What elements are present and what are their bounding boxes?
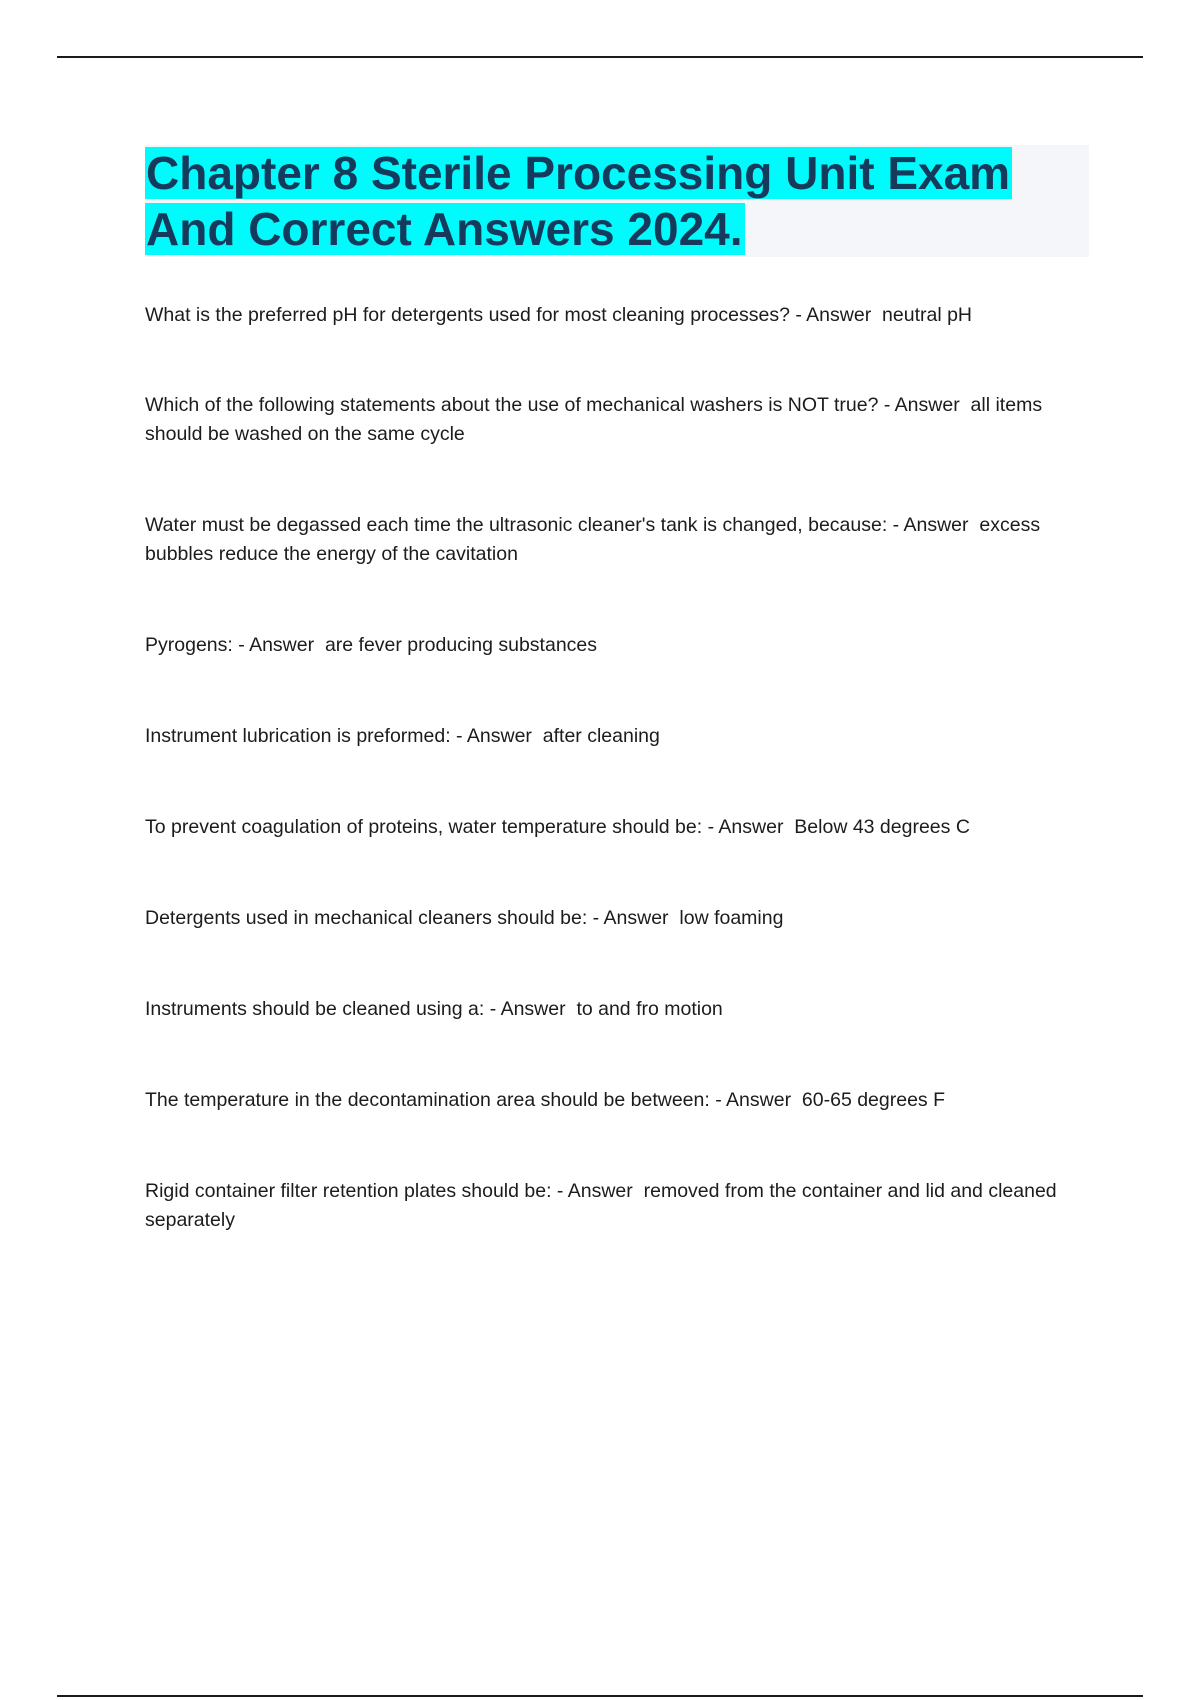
question-text: Rigid container filter retention plates should be:	[145, 1180, 552, 1202]
question-text: Pyrogens:	[145, 634, 233, 656]
title-line-2: And Correct Answers 2024.	[146, 203, 743, 255]
answer-separator: - Answer	[702, 816, 789, 838]
page-title	[145, 145, 1089, 257]
answer-separator: - Answer	[450, 725, 538, 747]
question-text: Instrument lubrication is preformed:	[145, 725, 451, 747]
qa-item-1	[145, 301, 1090, 330]
answer-text: removed from the container and lid and cleaned separately	[145, 1180, 1057, 1231]
question-text: Instruments should be cleaned using a:	[145, 998, 485, 1020]
answer-text: after cleaning	[542, 725, 660, 747]
answer-text: low foaming	[679, 907, 784, 929]
answer-separator: - Answer	[878, 394, 966, 416]
question-text: The temperature in the decontamination area should be between:	[145, 1089, 710, 1111]
answer-text: 60-65 degrees F	[801, 1089, 946, 1111]
question-text: Which of the following statements about the use of mechanical washers is NOT true?	[145, 394, 879, 416]
question-text: What is the preferred pH for detergents used for most cleaning processes?	[145, 304, 790, 326]
qa-item-9	[145, 1086, 1090, 1115]
answer-separator: - Answer	[887, 514, 974, 536]
question-text: Water must be degassed each time the ultrasonic cleaner's tank is changed, because:	[145, 514, 888, 536]
answer-separator: - Answer	[232, 634, 320, 656]
answer-separator: - Answer	[789, 304, 877, 326]
answer-separator: - Answer	[484, 998, 572, 1020]
qa-item-5	[145, 722, 1090, 751]
qa-item-4	[145, 631, 1090, 660]
qa-item-8	[145, 995, 1090, 1024]
answer-text: neutral pH	[882, 304, 973, 326]
answer-text: are fever producing substances	[324, 634, 598, 656]
qa-list	[145, 301, 1090, 1235]
answer-text: excess bubbles reduce the energy of the cavitation	[145, 514, 1041, 565]
answer-text: Below 43 degrees C	[794, 816, 970, 838]
answer-text: all items should be washed on the same cycle	[145, 394, 1043, 445]
qa-item-2	[145, 391, 1090, 449]
qa-item-7	[145, 904, 1090, 933]
question-text: Detergents used in mechanical cleaners should be:	[145, 907, 588, 929]
answer-text: to and fro motion	[576, 998, 723, 1020]
question-text: To prevent coagulation of proteins, water temperature should be:	[145, 816, 703, 838]
qa-item-6	[145, 813, 1090, 842]
qa-item-10	[145, 1177, 1090, 1235]
header-rule	[57, 56, 1143, 58]
answer-separator: - Answer	[551, 1180, 639, 1202]
title-block	[145, 145, 1089, 257]
footer-rule	[57, 1695, 1143, 1697]
answer-separator: - Answer	[709, 1089, 797, 1111]
title-line-1: Chapter 8 Sterile Processing Unit Exam	[146, 147, 1011, 199]
qa-item-3	[145, 511, 1090, 569]
answer-separator: - Answer	[587, 907, 674, 929]
